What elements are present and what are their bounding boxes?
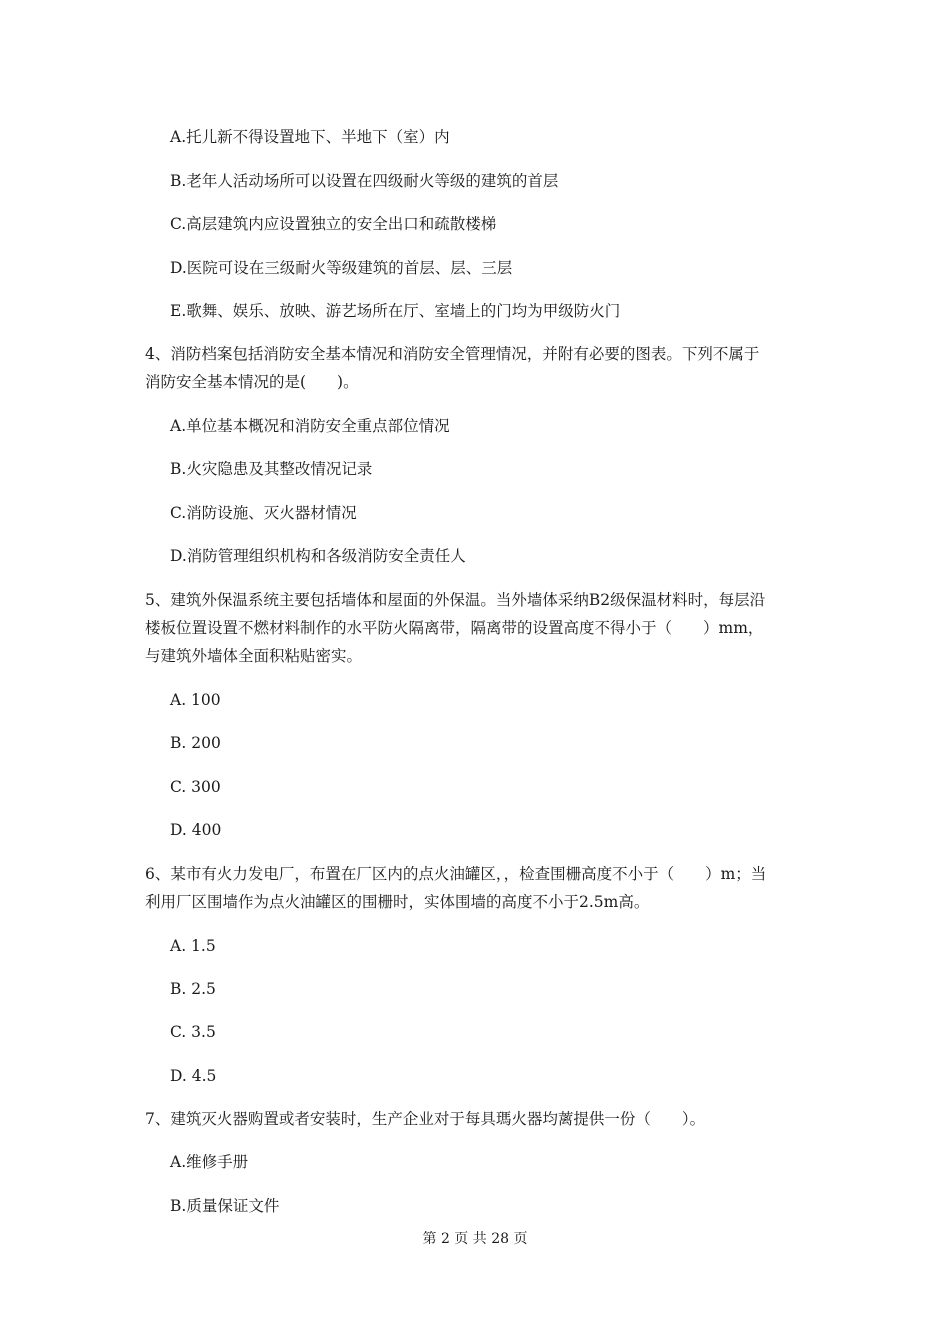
q3-option-b: B.老年人活动场所可以设置在四级耐火等级的建筑的首层 (170, 172, 559, 190)
q6-option-a: A. 1.5 (170, 937, 216, 955)
q5-option-c: C. 300 (170, 778, 221, 796)
q7-option-a: A.维修手册 (170, 1153, 249, 1171)
q5-option-b: B. 200 (170, 734, 221, 752)
q6-stem-line-2: 利用厂区围墙作为点火油罐区的围栅时，实体围墙的高度不小于2.5m高。 (145, 893, 650, 911)
q5-option-d: D. 400 (170, 821, 222, 839)
q5-stem-line-2: 楼板位置设置不燃材料制作的水平防火隔离带，隔离带的设置高度不得小于（ ）mm， (145, 619, 764, 637)
q5-option-a: A. 100 (170, 691, 221, 709)
q6-option-b: B. 2.5 (170, 980, 216, 998)
q4-option-b: B.火灾隐患及其整改情况记录 (170, 460, 373, 478)
q6-option-d: D. 4.5 (170, 1067, 217, 1085)
q4-option-c: C.消防设施、灭火器材情况 (170, 504, 357, 522)
q7-stem-line-1: 7、建筑灭火器购置或者安装时，生产企业对于每具瑪火器均蓠提供一份（ ）。 (145, 1110, 706, 1128)
q7-option-b: B.质量保证文件 (170, 1197, 280, 1215)
q5-stem-line-3: 与建筑外墙体全面积粘贴密实。 (145, 647, 363, 665)
q3-option-e: E.歌舞、娱乐、放映、游艺场所在厅、室墙上的门均为甲级防火门 (170, 302, 621, 320)
q4-option-a: A.单位基本概况和消防安全重点部位情况 (170, 417, 450, 435)
q4-option-d: D.消防管理组织机构和各级消防安全责任人 (170, 547, 466, 565)
q6-stem-line-1: 6、某市有火力发电厂，布置在厂区内的点火油罐区，，检查围栅高度不小于（ ）m；当 (145, 865, 767, 883)
page-footer: 第 2 页 共 28 页 (422, 1231, 528, 1247)
q3-option-c: C.高层建筑内应设置独立的安全出口和疏散楼梯 (170, 215, 497, 233)
q4-stem-line-2: 消防安全基本情况的是( )。 (145, 373, 359, 391)
q4-stem-line-1: 4、消防档案包括消防安全基本情况和消防安全管理情况，并附有必要的图表。下列不属于 (145, 345, 760, 363)
q3-option-a: A.托儿新不得设置地下、半地下（室）内 (170, 128, 450, 146)
q6-option-c: C. 3.5 (170, 1023, 216, 1041)
q5-stem-line-1: 5、建筑外保温系统主要包括墙体和屋面的外保温。当外墙体采纳B2级保温材料时，每层沿 (145, 591, 766, 609)
q3-option-d: D.医院可设在三级耐火等级建筑的首层、层、三层 (170, 259, 513, 277)
